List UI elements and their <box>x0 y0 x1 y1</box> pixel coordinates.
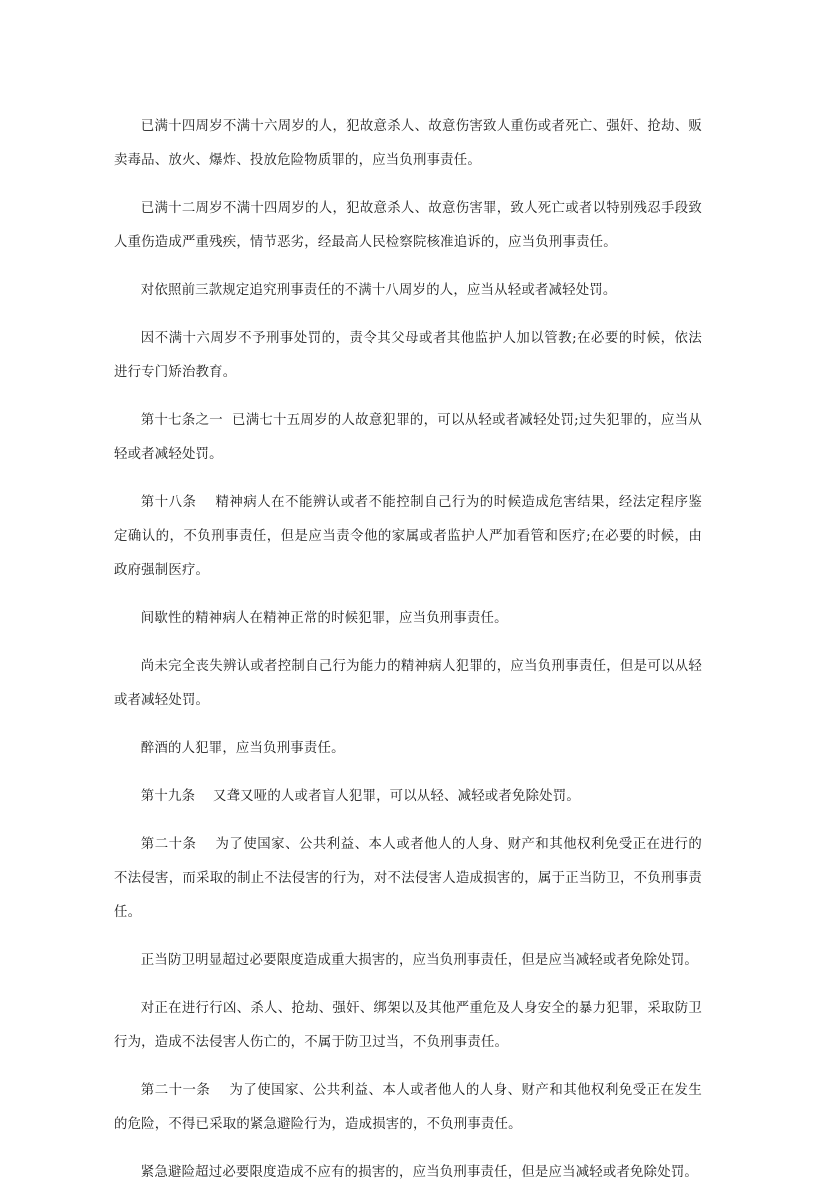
paragraph: 紧急避险超过必要限度造成不应有的损害的，应当负刑事责任，但是应当减轻或者免除处罚。 <box>140 1165 699 1180</box>
article-18: 第十八条 精神病人在不能辨认或者不能控制自己行为的时候造成危害结果，经法定程序鉴定确认的，不负刑事责任，但是应当责令他的家属或者监护人严加看管和医疗;在必要的时候，由政府强制医疗。 <box>114 495 702 578</box>
paragraph: 尚未完全丧失辨认或者控制自己行为能力的精神病人犯罪的，应当负刑事责任，但是可以从轻或者减轻处罚。 <box>114 659 702 708</box>
document-body <box>114 110 702 1204</box>
paragraph: 间歇性的精神病人在精神正常的时候犯罪，应当负刑事责任。 <box>140 611 508 626</box>
paragraph: 正当防卫明显超过必要限度造成重大损害的，应当负刑事责任，但是应当减轻或者免除处罚。 <box>140 953 699 968</box>
paragraph: 已满十二周岁不满十四周岁的人，犯故意杀人、故意伤害罪，致人死亡或者以特别残忍手段致人重伤造成严重残疾，情节恶劣，经最高人民检察院核准追诉的，应当负刑事责任。 <box>114 201 702 250</box>
paragraph: 对依照前三款规定追究刑事责任的不满十八周岁的人，应当从轻或者减轻处罚。 <box>140 283 617 298</box>
paragraph: 因不满十六周岁不予刑事处罚的，责令其父母或者其他监护人加以管教;在必要的时候，依法进行专门矫治教育。 <box>114 331 702 380</box>
paragraph: 对正在进行行凶、杀人、抢劫、强奸、绑架以及其他严重危及人身安全的暴力犯罪，采取防卫行为，造成不法侵害人伤亡的，不属于防卫过当，不负刑事责任。 <box>114 1001 702 1050</box>
paragraph: 已满十四周岁不满十六周岁的人，犯故意杀人、故意伤害致人重伤或者死亡、强奸、抢劫、贩卖毒品、放火、爆炸、投放危险物质罪的，应当负刑事责任。 <box>114 119 702 168</box>
article-17-1: 第十七条之一 已满七十五周岁的人故意犯罪的，可以从轻或者减轻处罚;过失犯罪的，应当从轻或者减轻处罚。 <box>114 413 702 462</box>
paragraph: 醉酒的人犯罪，应当负刑事责任。 <box>140 741 345 756</box>
article-21: 第二十一条 为了使国家、公共利益、本人或者他人的人身、财产和其他权利免受正在发生的危险，不得已采取的紧急避险行为，造成损害的，不负刑事责任。 <box>114 1083 702 1132</box>
article-19: 第十九条 又聋又哑的人或者盲人犯罪，可以从轻、减轻或者免除处罚。 <box>140 789 580 804</box>
article-20: 第二十条 为了使国家、公共利益、本人或者他人的人身、财产和其他权利免受正在进行的不法侵害，而采取的制止不法侵害的行为，对不法侵害人造成损害的，属于正当防卫，不负刑事责任。 <box>114 837 702 920</box>
